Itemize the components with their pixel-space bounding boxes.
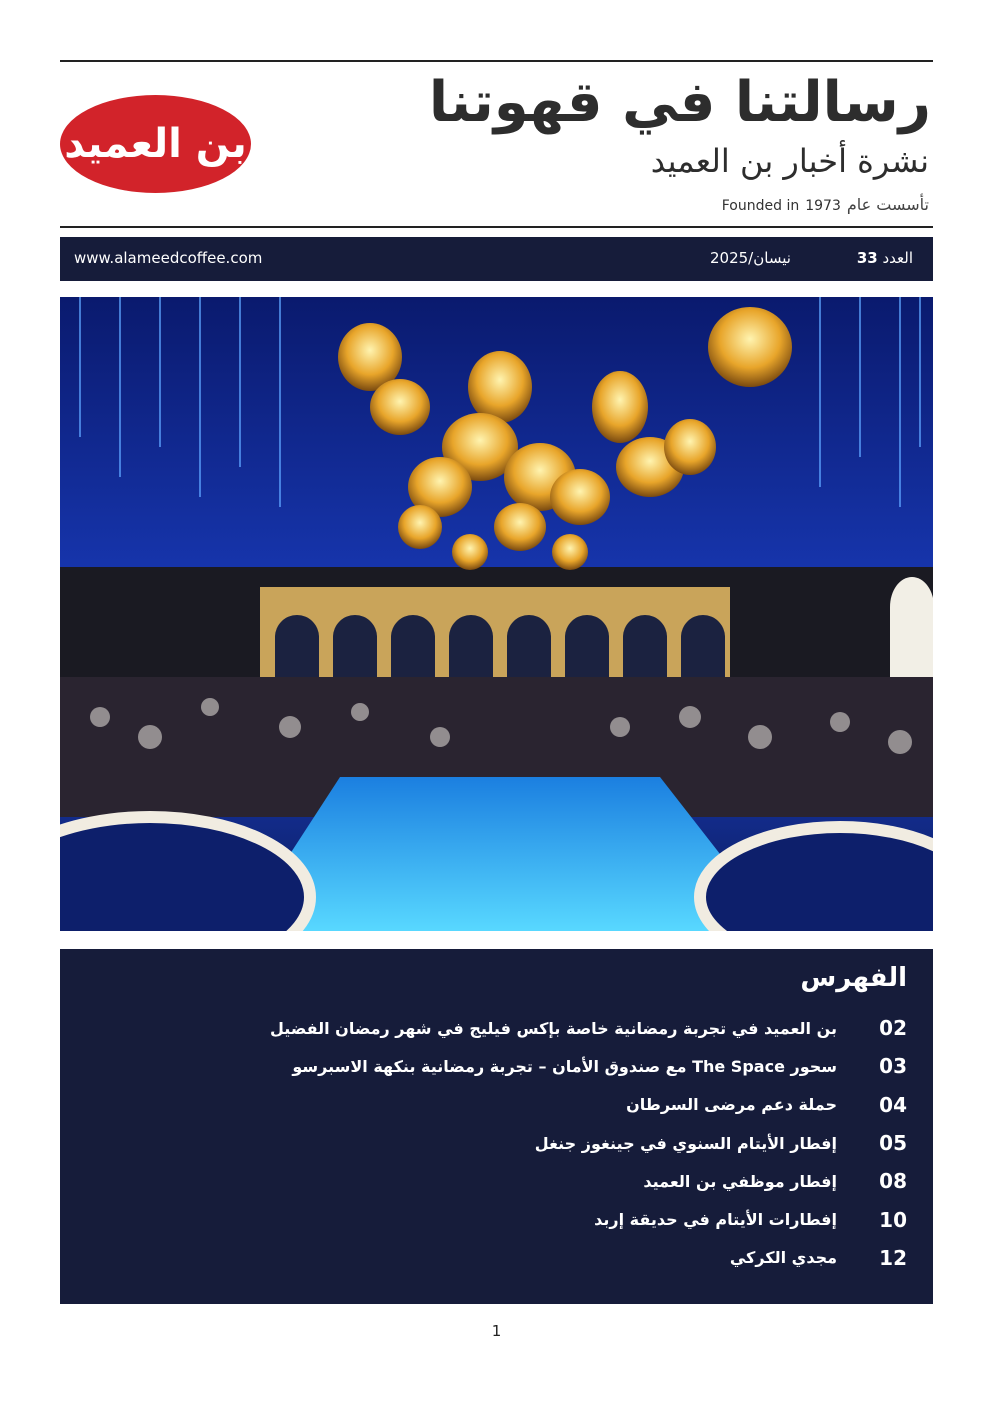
toc-page: 10: [879, 1207, 907, 1232]
toc-list: [87, 1009, 907, 1277]
issue-info-bar: [60, 237, 933, 281]
founded-ar: تأسست عام: [846, 195, 929, 214]
toc-item[interactable]: [87, 1047, 907, 1085]
header-bottom-rule: [60, 226, 933, 228]
toc-title: الفهرس: [800, 963, 907, 993]
logo-text: بن العميد: [64, 121, 247, 167]
toc-entry: بن العميد في تجربة رمضانية خاصة بإكس فيليج في شهر رمضان الفضيل: [270, 1018, 837, 1038]
toc-entry: إفطارات الأيتام في حديقة إربد: [594, 1210, 837, 1230]
toc-page: 04: [879, 1092, 907, 1117]
toc-entry: إفطار الأيتام السنوي في جينغوز جنغل: [534, 1133, 837, 1153]
founded-line: [722, 195, 929, 214]
issue-value: 33: [856, 249, 878, 267]
toc-item[interactable]: [87, 1200, 907, 1238]
newsletter-subtitle: نشرة أخبار بن العميد: [650, 142, 929, 180]
issue-number: [857, 249, 913, 267]
toc-entry: سحور The Space مع صندوق الأمان – تجربة رمضانية بنكهة الاسبرسو: [292, 1056, 837, 1076]
toc-entry: حملة دعم مرضى السرطان: [626, 1095, 837, 1115]
toc-page: 05: [879, 1131, 907, 1156]
toc-page: 08: [879, 1169, 907, 1194]
toc-entry: إفطار موظفي بن العميد: [643, 1171, 837, 1191]
founded-en: Founded in: [721, 198, 800, 214]
toc-item[interactable]: [87, 1162, 907, 1200]
toc-page: 12: [879, 1245, 907, 1270]
cover-photo: [60, 297, 933, 931]
top-rule: [60, 60, 933, 62]
photo-ramadan-tent-icon: [60, 297, 933, 931]
page-number: 1: [491, 1322, 502, 1340]
founded-year: 1973: [805, 198, 841, 214]
toc-item[interactable]: [87, 1009, 907, 1047]
newsletter-title: رسالتنا في قهوتنا: [428, 70, 931, 135]
toc-item[interactable]: [87, 1239, 907, 1277]
website-link[interactable]: www.alameedcoffee.com: [74, 249, 263, 267]
toc-page: 02: [879, 1016, 907, 1041]
table-of-contents: [60, 949, 933, 1304]
toc-page: 03: [879, 1054, 907, 1079]
brand-logo: [60, 95, 251, 193]
toc-item[interactable]: [87, 1086, 907, 1124]
issue-date: 2025/نيسان: [710, 249, 791, 267]
toc-entry: مجدي الكركي: [729, 1248, 837, 1268]
issue-label: العدد: [882, 249, 913, 267]
toc-item[interactable]: [87, 1124, 907, 1162]
